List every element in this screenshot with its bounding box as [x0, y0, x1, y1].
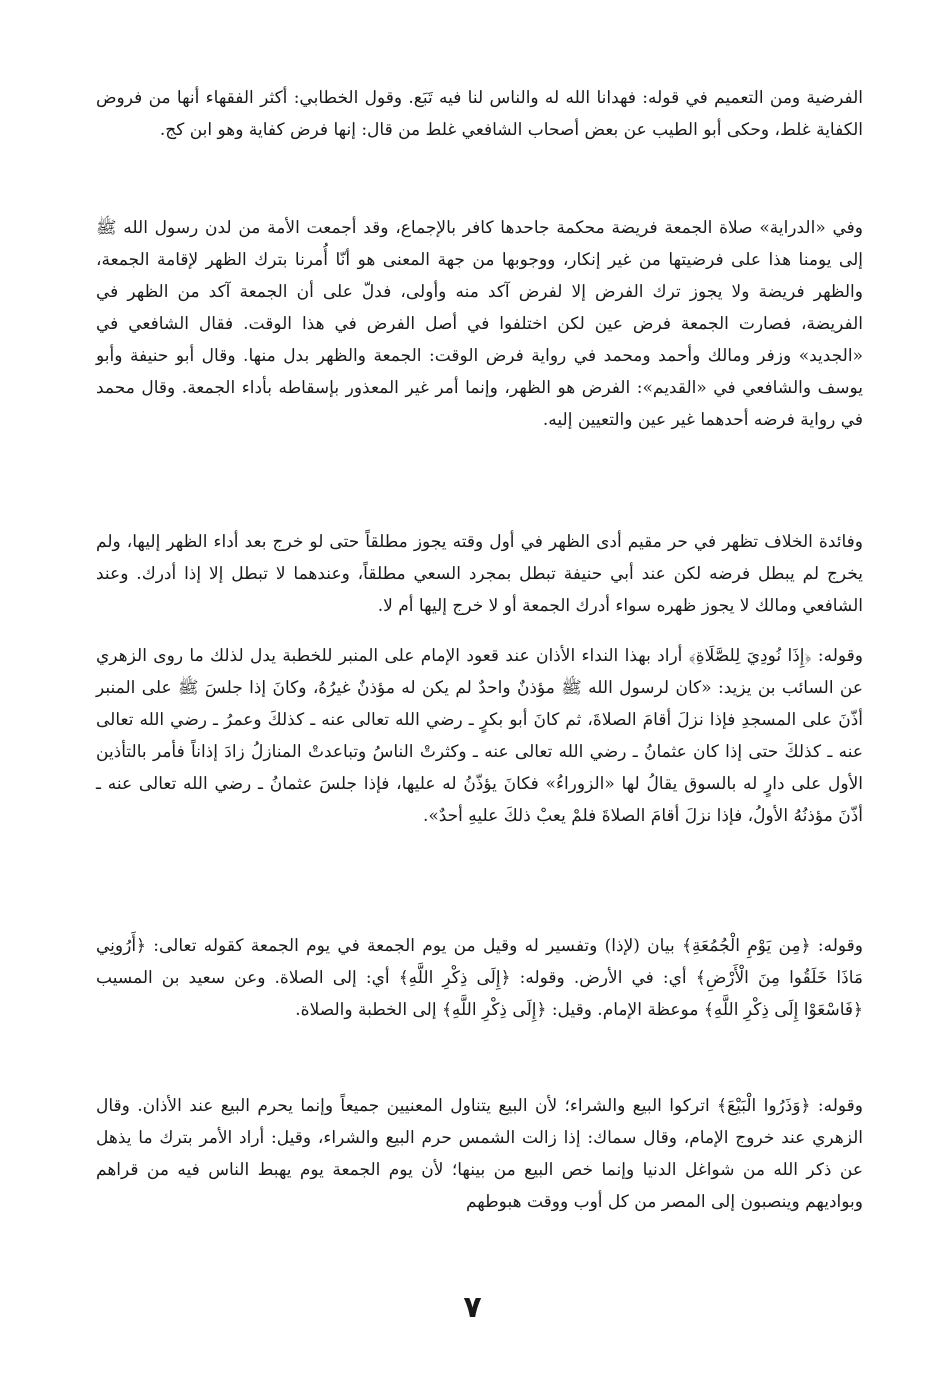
paragraph-4: وقوله: ﴿إِذَا نُودِيَ لِلصَّلَاةِ﴾ أراد بهذا النداء الأذان عند قعود الإمام على المنبر للخطبة يدل لذلك ما روى الزهري عن السائب بن يزيد: «كان لرسول الله ﷺ مؤذنٌ واحدٌ لم يكن له مؤذنٌ غيرُهُ، وكانَ إذا جلسَ ﷺ على المنبر أذّنَ على المسجدِ فإذا نزلَ أقامَ الصلاةَ، ثم كانَ أبو بكرٍ ـ رضي الله تعالى عنه ـ كذلكَ وعمرُ ـ رضي الله تعالى عنه ـ كذلكَ حتى إذا كان عثمانُ ـ رضي الله تعالى عنه ـ وكثرتْ الناسُ وتباعدتْ المنازلُ زادَ إذاناً فأمر بالتأذين الأول على دارٍ له بالسوق يقالُ لها «الزوراءُ» فكانَ يؤذّنُ له عليها، فإذا جلسَ عثمانُ ـ رضي الله تعالى عنه ـ أذّنَ مؤذنُهُ الأولُ، فإذا نزلَ أقامَ الصلاةَ فلمْ يعبْ ذلكَ عليهِ أحدٌ».	[96, 646, 863, 826]
paragraph-3: وفائدة الخلاف تظهر في حر مقيم أدى الظهر في أول وقته يجوز مطلقاً حتى لو خرج بعد أداء الظهر إليها، ولم يخرج لم يبطل فرضه لكن عند أبي حنيفة تبطل بمجرد السعي مطلقاً، وعندهما لا تبطل إلا إذا أدرك. وعند الشافعي ومالك لا يجوز ظهره سواء أدرك الجمعة أو لا خرج إليها أم لا.	[96, 532, 863, 616]
page-body	[96, 82, 863, 1250]
paragraph-1: الفرضية ومن التعميم في قوله: فهدانا الله له والناس لنا فيه تَبَع. وقول الخطابي: أكثر الفقهاء أنها من فروض الكفاية غلط، وحكى أبو الطيب عن بعض أصحاب الشافعي غلط من قال: إنها فرض كفاية وهو ابن كج.	[96, 88, 863, 140]
page-number: ٧	[463, 1290, 482, 1325]
paragraph-6: وقوله: ﴿وَذَرُوا الْبَيْعَ﴾ اتركوا البيع والشراء؛ لأن البيع يتناول المعنيين جميعاً وإنما يحرم البيع عند الأذان. وقال الزهري عند خروج الإمام، وقال سماك: إذا زالت الشمس حرم البيع والشراء، وقيل: أراد الأمر بترك ما يذهل عن ذكر الله من شواغل الدنيا وإنما خص البيع من بينها؛ لأن يوم الجمعة يوم يهبط الناس فيه من قراهم وبواديهم وينصبون إلى المصر من كل أوب ووقت هبوطهم	[96, 1096, 864, 1212]
paragraph-5: وقوله: ﴿مِن يَوْمِ الْجُمُعَةِ﴾ بيان (لإذا) وتفسير له وقيل من يوم الجمعة في يوم الجمعة كقوله تعالى: ﴿أَرُونِي مَاذَا خَلَقُوا مِنَ الْأَرْضِ﴾ أي: في الأرض. وقوله: ﴿إِلَى ذِكْرِ اللَّهِ﴾ أي: إلى الصلاة. وعن سعيد بن المسيب ﴿فَاسْعَوْا إِلَى ذِكْرِ اللَّهِ﴾ موعظة الإمام. وقيل: ﴿إِلَى ذِكْرِ اللَّهِ﴾ إلى الخطبة والصلاة.	[96, 936, 863, 1020]
paragraph-2: وفي «الدراية» صلاة الجمعة فريضة محكمة جاحدها كافر بالإجماع، وقد أجمعت الأمة من لدن رسول الله ﷺ إلى يومنا هذا على فرضيتها من غير إنكار، ووجوبها من جهة المعنى هو أنّا أُمرنا بترك الظهر لإقامة الجمعة، والظهر فريضة ولا يجوز ترك الفرض إلا لفرض آكد منه وأولى، فدلّ على أن الجمعة آكد من الظهر في الفريضة، فصارت الجمعة فرض عين لكن اختلفوا في أصل الفرض في هذا الوقت. فقال الشافعي في «الجديد» وزفر ومالك وأحمد ومحمد في رواية فرض الوقت: الجمعة والظهر بدل منها. وقال أبو حنيفة وأبو يوسف والشافعي في «القديم»: الفرض هو الظهر، وإنما أمر غير المعذور بإسقاطه بأداء الجمعة. وقال محمد في رواية فرضه أحدهما غير عين والتعيين إليه.	[96, 218, 863, 430]
